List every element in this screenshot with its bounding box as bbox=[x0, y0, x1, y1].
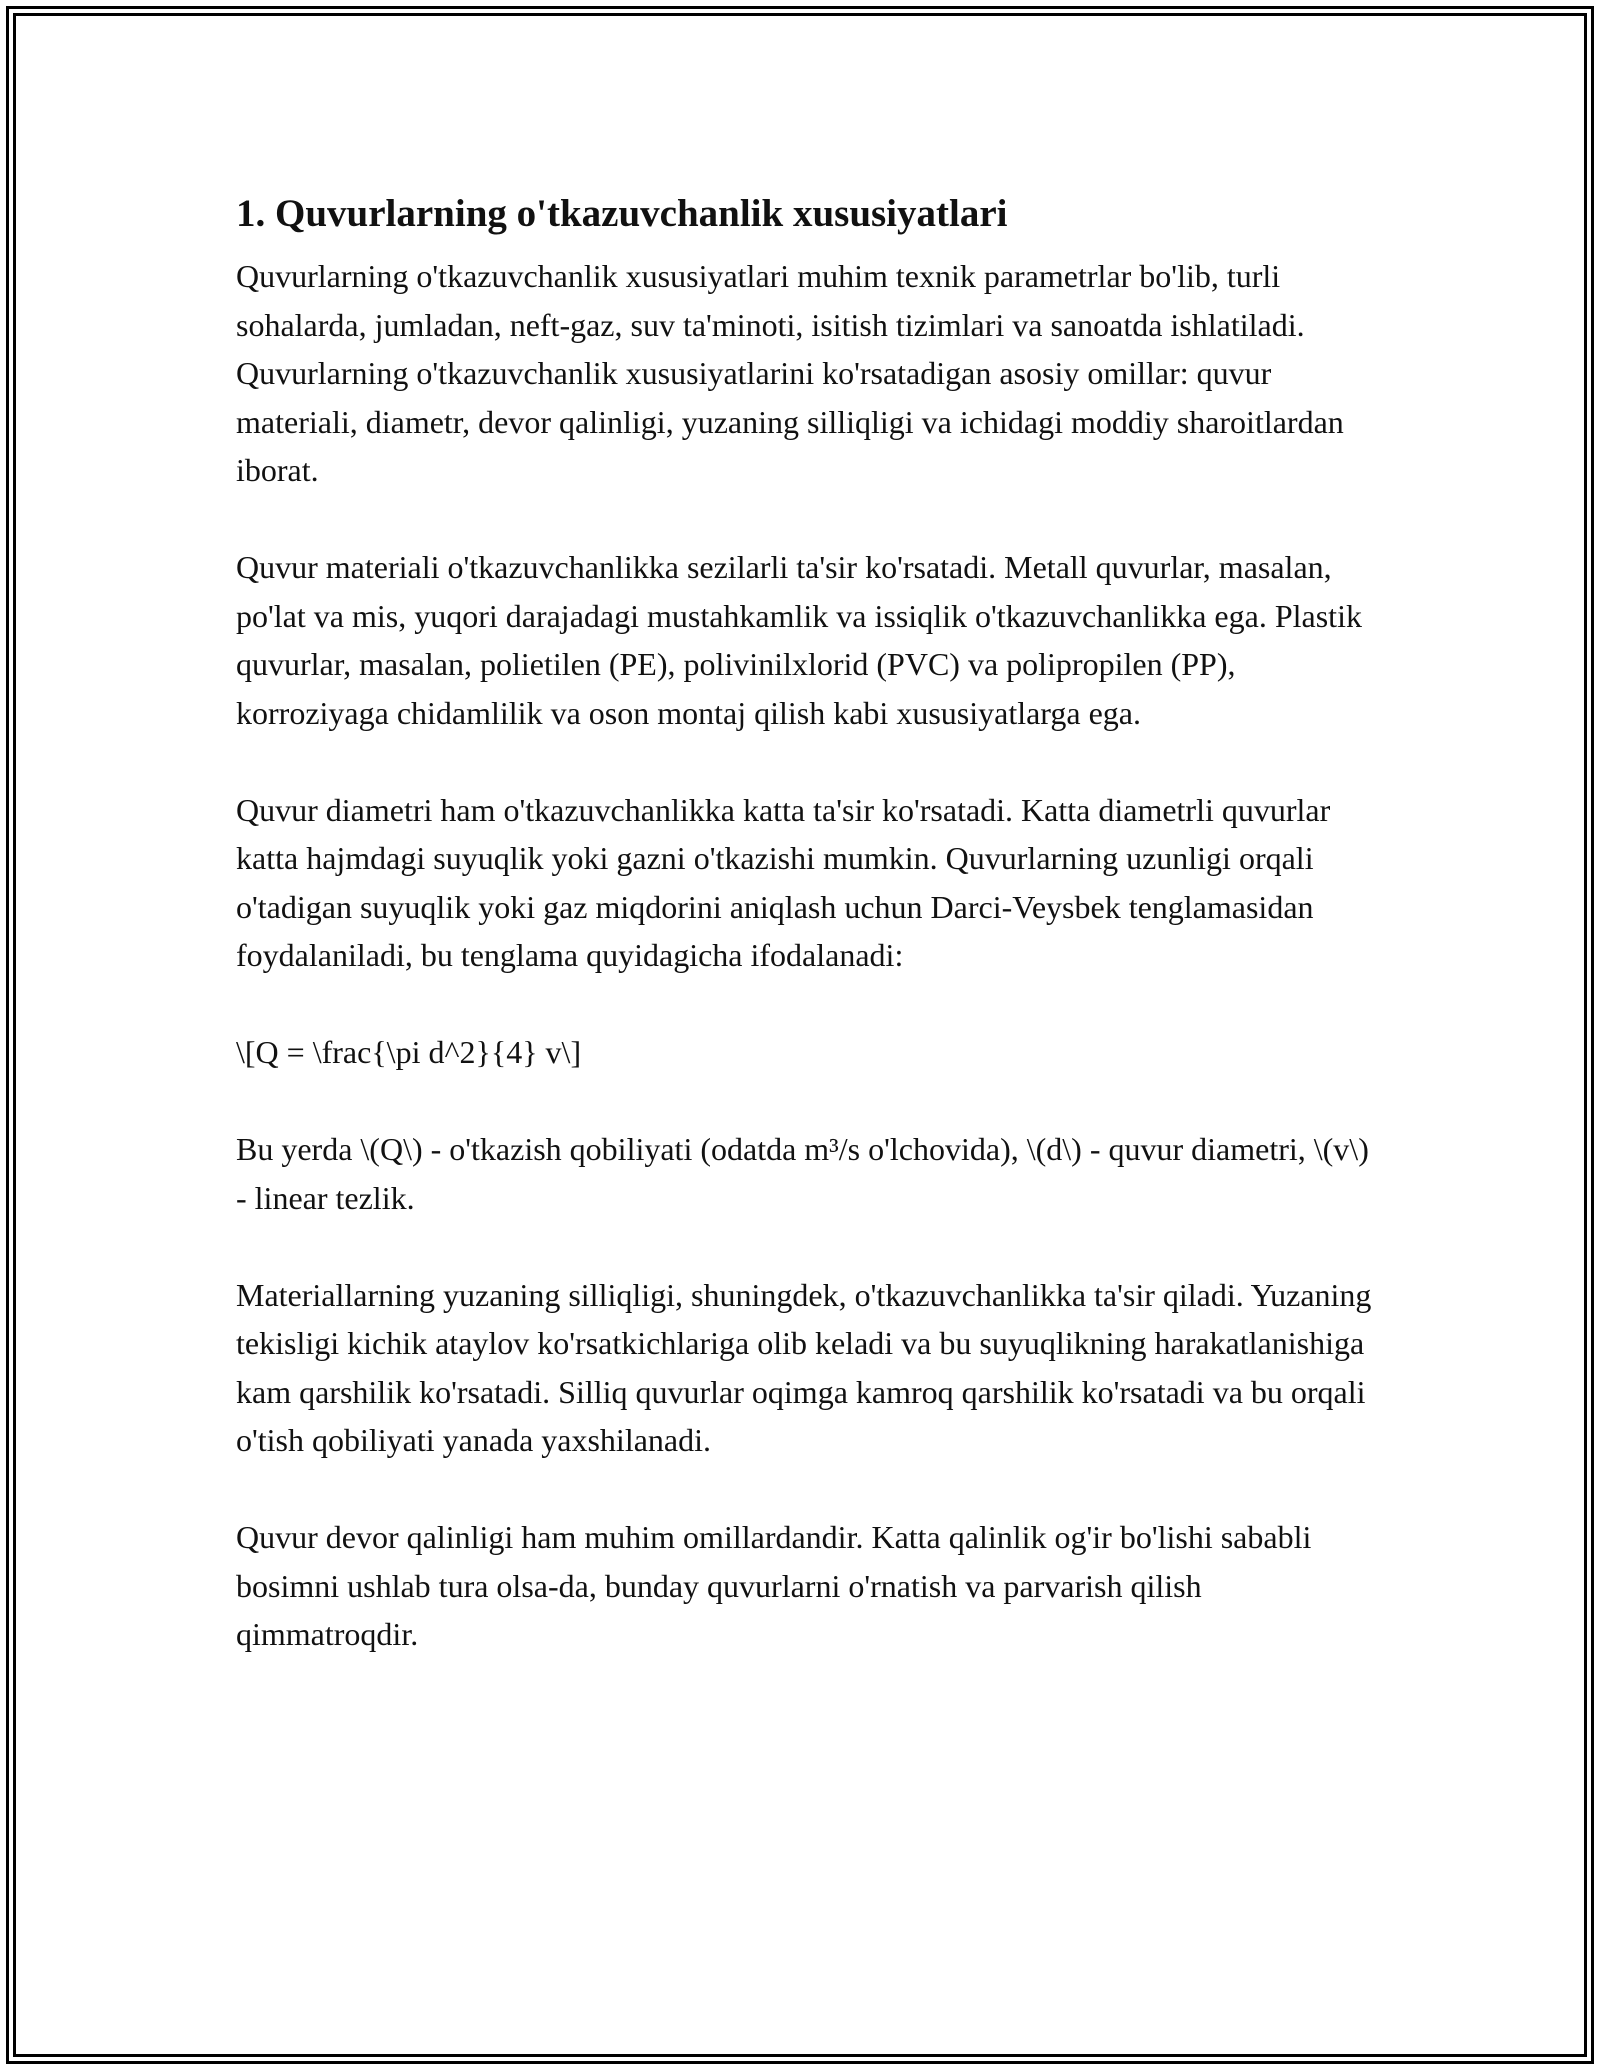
paragraph-diameter: Quvur diametri ham o'tkazuvchanlikka katta ta'sir ko'rsatadi. Katta diametrli quvurlar katta hajmdagi suyuqlik yoki gazni o'tkazishi mumkin. Quvurlarning uzunligi orqali o'tadigan suyuqlik yoki gaz miqdorini aniqlash uchun Darci-Veysbek tenglamasidan foydalaniladi, bu tenglama quyidagicha ifodalanadi: bbox=[236, 791, 1331, 973]
paragraph-material: Quvur materiali o'tkazuvchanlikka sezilarli ta'sir ko'rsatadi. Metall quvurlar, masalan, po'lat va mis, yuqori darajadagi mustahkamlik va issiqlik o'tkazuvchanlikka ega. Plastik quvurlar, masalan, polietilen (PE), polivinilxlorid (PVC) va polipropilen (PP), korroziyaga chidamlilik va oson montaj qilish kabi xususiyatlarga ega. bbox=[236, 549, 1362, 731]
paragraph-wall-thickness: Quvur devor qalinligi ham muhim omillardandir. Katta qalinlik og'ir bo'lishi sababli bosimni ushlab tura olsa-da, bunday quvurlarni o'rnatish va parvarish qilish qimmatroqdir. bbox=[236, 1519, 1312, 1652]
section-title: 1. Quvurlarning o'tkazuvchanlik xususiyatlari bbox=[236, 192, 1008, 235]
paragraph-formula-legend: Bu yerda \(Q\) - o'tkazish qobiliyati (odatda m³/s o'lchovida), \(d\) - quvur diametri, \(v\) - linear tezlik. bbox=[236, 1131, 1369, 1216]
document-body bbox=[236, 188, 1386, 1707]
formula-flow-rate: \[Q = \frac{\pi d^2}{4} v\] bbox=[236, 1034, 582, 1070]
paragraph-intro: Quvurlarning o'tkazuvchanlik xususiyatlari muhim texnik parametrlar bo'lib, turli sohalarda, jumladan, neft-gaz, suv ta'minoti, isitish tizimlari va sanoatda ishlatiladi. Quvurlarning o'tkazuvchanlik xususiyatlarini ko'rsatadigan asosiy omillar: quvur materiali, diametr, devor qalinligi, yuzaning silliqligi va ichidagi moddiy sharoitlardan iborat. bbox=[236, 258, 1344, 488]
paragraph-smoothness: Materiallarning yuzaning silliqligi, shuningdek, o'tkazuvchanlikka ta'sir qiladi. Yuzaning tekisligi kichik ataylov ko'rsatkichlariga olib keladi va bu suyuqlikning harakatlanishiga kam qarshilik ko'rsatadi. Silliq quvurlar oqimga kamroq qarshilik ko'rsatadi va bu orqali o'tish qobiliyati yanada yaxshilanadi. bbox=[236, 1276, 1372, 1458]
